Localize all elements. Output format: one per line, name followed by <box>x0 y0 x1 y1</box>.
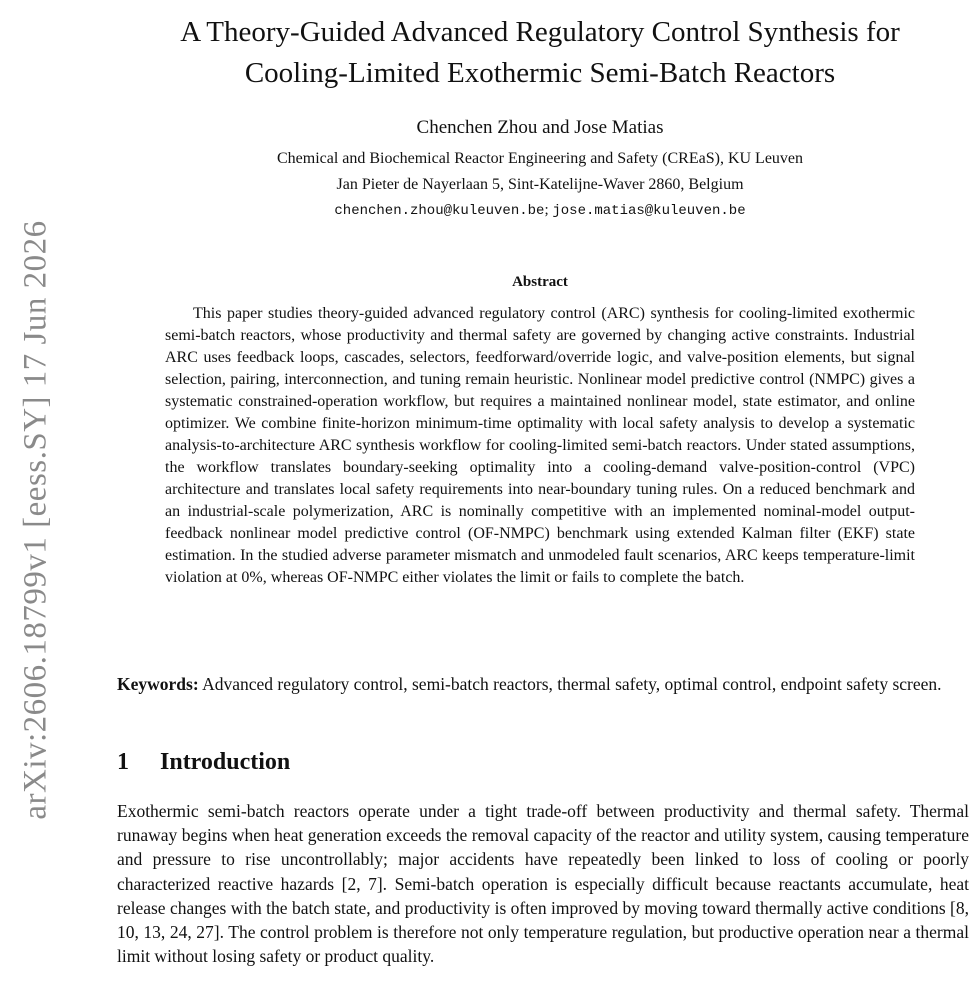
keywords-paragraph <box>117 672 969 696</box>
paper-title-line-2: Cooling-Limited Exothermic Semi-Batch Reactors <box>244 57 836 89</box>
abstract-heading: Abstract <box>512 274 568 290</box>
paper-title <box>110 12 970 94</box>
introduction-paragraph: Exothermic semi-batch reactors operate under a tight trade-off between productivity and thermal safety. Thermal runaway begins when heat generation exceeds the removal capacity of the reactor and utility system, causing temperature and pressure to rise uncontrollably; major accidents have repeatedly been linked to loss of cooling or poorly characterized reactive hazards [2, 7]. Semi-batch operation is especially difficult because reactants accumulate, heat release changes with the batch state, and productivity is often improved by moving toward thermally active conditions [8, 10, 13, 24, 27]. The control problem is therefore not only temperature regulation, but productive operation near a thermal limit without losing safety or product quality. <box>117 801 969 967</box>
author-list: Chenchen Zhou and Jose Matias <box>416 117 664 138</box>
section-title: Introduction <box>160 749 291 775</box>
email-first[interactable]: chenchen.zhou@kuleuven.be <box>334 203 545 219</box>
arxiv-identifier-stamp: arXiv:2606.18799v1 [eess.SY] 17 Jun 2026 <box>17 220 54 820</box>
section-number: 1 <box>117 749 129 775</box>
email-separator: ; <box>544 202 553 218</box>
affiliation-line-2: Jan Pieter de Nayerlaan 5, Sint-Katelijne-Waver 2860, Belgium <box>336 176 744 193</box>
keywords-text: Advanced regulatory control, semi-batch reactors, thermal safety, optimal control, endpoint safety screen. <box>202 674 942 694</box>
section-heading-introduction <box>117 749 290 776</box>
paper-title-line-1: A Theory-Guided Advanced Regulatory Control Synthesis for <box>180 16 900 48</box>
keywords-label: Keywords: <box>117 674 199 694</box>
abstract-text: This paper studies theory-guided advanced regulatory control (ARC) synthesis for cooling-limited exothermic semi-batch reactors, whose productivity and thermal safety are governed by changing active constraints. Industrial ARC uses feedback loops, cascades, selectors, feedforward/override logic, and valve-position elements, but signal selection, pairing, interconnection, and tuning remain heuristic. Nonlinear model predictive control (NMPC) gives a systematic constrained-operation workflow, but requires a maintained nonlinear model, state estimator, and online optimizer. We combine finite-horizon minimum-time optimality with local safety analysis to develop a systematic analysis-to-architecture ARC synthesis workflow for cooling-limited semi-batch reactors. Under stated assumptions, the workflow translates boundary-seeking optimality into a cooling-demand valve-position-control (VPC) architecture and translates local safety requirements into near-boundary tuning rules. On a reduced benchmark and an industrial-scale polymerization, ARC is nominally competitive with an implemented nominal-model output-feedback nonlinear model predictive control (OF-NMPC) benchmark using extended Kalman filter (EKF) state estimation. In the studied adverse parameter mismatch and unmodeled fault scenarios, ARC keeps temperature-limit violation at 0%, whereas OF-NMPC either violates the limit or fails to complete the batch. <box>165 305 915 586</box>
affiliation-line-1: Chemical and Biochemical Reactor Engineering and Safety (CREaS), KU Leuven <box>276 150 804 167</box>
email-second[interactable]: jose.matias@kuleuven.be <box>552 203 746 219</box>
author-emails <box>110 202 970 219</box>
